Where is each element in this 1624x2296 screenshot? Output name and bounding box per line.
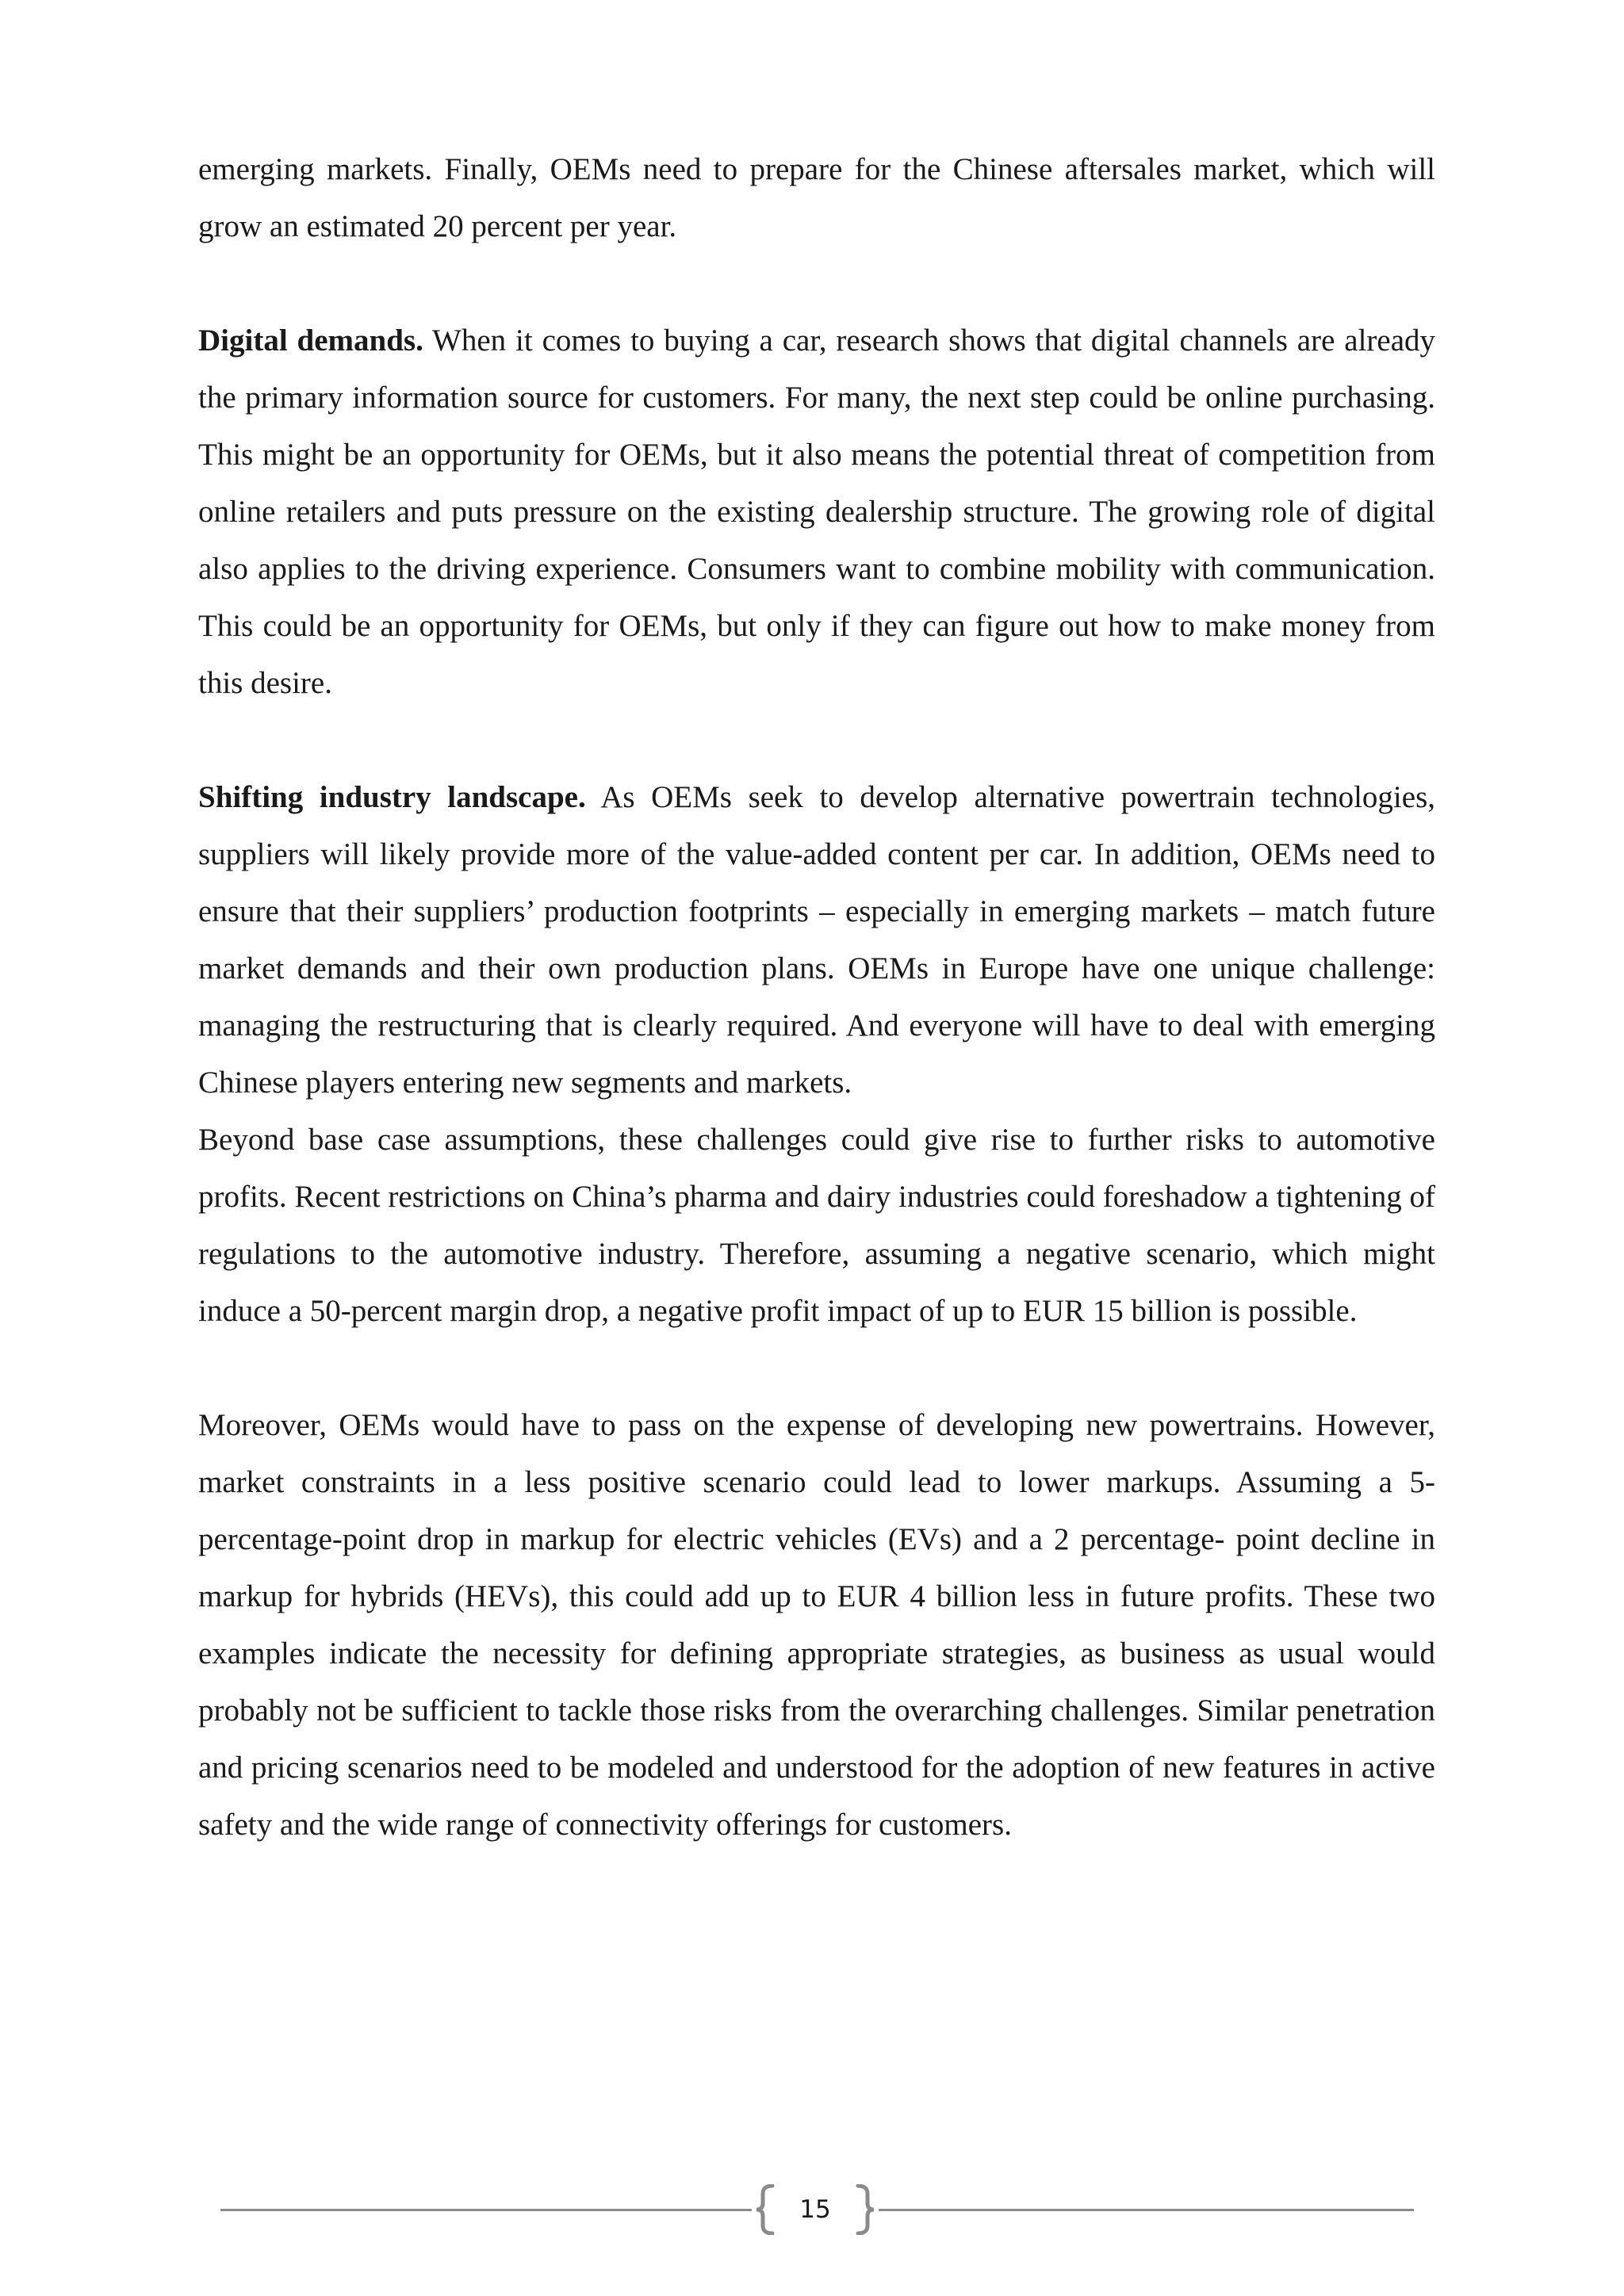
paragraph-industry-landscape-heading: Shifting industry landscape. [198,780,586,814]
paragraph-aftersales [198,141,1435,255]
page-footer [220,2184,1414,2235]
paragraph-industry-landscape [198,769,1435,1112]
paragraph-digital-demands-text: When it comes to buying a car, research shows that digital channels are already the primary information source for customers. For many, the next step could be online purchasing. This might be an opportunity for OEMs, but it also means the potential threat of competition from online retailers and puts pressure on the existing dealership structure. The growing role of digital also applies to the driving experience. Consumers want to combine mobility with communication. This could be an opportunity for OEMs, but only if they can figure out how to make money from this desire. [198,323,1436,700]
footer-rule-left [220,2209,752,2211]
footer-rule-right [879,2209,1414,2211]
document-body [198,141,1435,1854]
paragraph-powertrains-text: Moreover, OEMs would have to pass on the expense of developing new powertrains. However, market constraints in a less positive scenario could lead to lower markups. Assuming a 5-percentage-point drop in markup for electric vehicles (EVs) and a 2 percentage- point decline in markup for hybrids (HEVs), this could add up to EUR 4 billion less in future profits. These two examples indicate the necessity for defining appropriate strategies, as business as usual would probably not be sufficient to tackle those risks from the overarching challenges. Similar penetration and pricing scenarios need to be modeled and understood for the adoption of new features in active safety and the wide range of connectivity offerings for customers. [198,1408,1435,1842]
paragraph-digital-demands-heading: Digital demands. [198,323,423,358]
paragraph-aftersales-text: emerging markets. Finally, OEMs need to prepare for the Chinese aftersales market, which will grow an estimated 20 percent per year. [198,152,1435,243]
paragraph-powertrains [198,1397,1435,1854]
left-brace-icon [753,2184,777,2235]
paragraph-risks [198,1112,1435,1340]
paragraph-risks-text: Beyond base case assumptions, these challenges could give rise to further risks to automotive profits. Recent restrictions on China’s pharma and dairy industries could foreshadow a tightening of regulations to the automotive industry. Therefore, assuming a negative scenario, which might induce a 50-percent margin drop, a negative profit impact of up to EUR 15 billion is possible. [198,1123,1435,1328]
paragraph-industry-landscape-text: As OEMs seek to develop alternative powertrain technologies, suppliers will likely provide more of the value-added content per car. In addition, OEMs need to ensure that their suppliers’ production footprints – especially in emerging markets – match future market demands and their own production plans. OEMs in Europe have one unique challenge: managing the restructuring that is clearly required. And everyone will have to deal with emerging Chinese players entering new segments and markets. [198,780,1435,1100]
page-number: 15 [799,2195,831,2224]
right-brace-icon [853,2184,877,2235]
paragraph-digital-demands [198,312,1435,712]
